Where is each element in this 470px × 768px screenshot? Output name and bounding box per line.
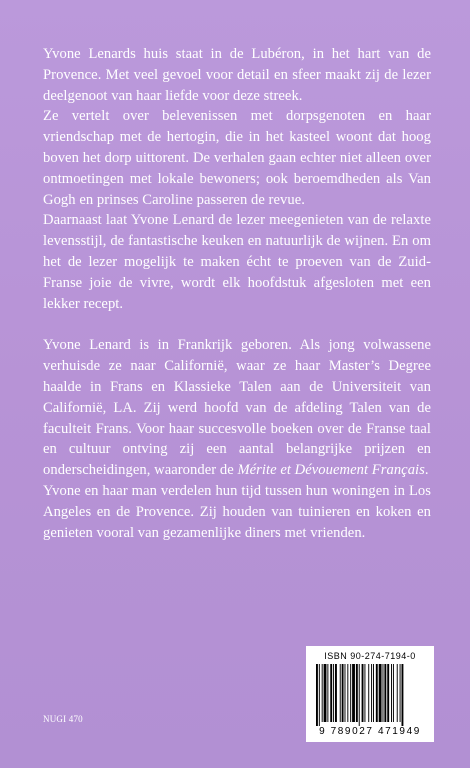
barcode-bar bbox=[324, 664, 327, 722]
barcode-bar bbox=[316, 664, 318, 726]
barcode-bar bbox=[387, 664, 389, 722]
barcode-bar bbox=[373, 664, 374, 722]
barcode-bar bbox=[400, 664, 401, 722]
ean-digits: 9 789027 471949 bbox=[319, 726, 421, 737]
paragraph-lifestyle: Daarnaast laat Yvone Lenard de lezer meegenieten van de relaxte levensstijl, de fantastische keuken en natuurlijk de wijnen. En om het de lezer mogelijk te maken écht te proeven van de Zuid-Franse joie de vivre, wordt elk hoofdstuk afgesloten met een lekker recept. bbox=[43, 212, 431, 312]
award-suffix: . bbox=[424, 462, 429, 479]
barcode-bar bbox=[335, 664, 337, 722]
biography-text: Yvone Lenard is in Frankrijk geboren. Als jong volwassene verhuisde ze naar Californië, waar ze haar Master’s Degree haalde in Frans en Klassieke Talen aan de Universiteit van Californië, LA. Zij werd hoofd van de afdeling Talen van de faculteit Frans. Voor haar succesvolle boeken over de Franse taal en cultuur ontving zij een aantal belangrijke prijzen en onderscheidingen, waaronder de bbox=[43, 337, 431, 479]
barcode-bar bbox=[342, 664, 344, 722]
barcode-bar bbox=[402, 664, 404, 726]
isbn-number: ISBN 90-274-7194-0 bbox=[324, 651, 416, 661]
paragraph-biography bbox=[43, 335, 431, 481]
barcode-bar bbox=[350, 664, 351, 722]
barcode-bar bbox=[319, 664, 320, 726]
barcode-bar bbox=[347, 664, 348, 722]
barcode-bar bbox=[397, 664, 398, 722]
barcode-bar bbox=[393, 664, 394, 722]
barcode-bar bbox=[368, 664, 369, 722]
nugi-code: NUGI 470 bbox=[43, 714, 83, 724]
barcode-label bbox=[306, 646, 434, 742]
paragraph-gap bbox=[43, 314, 431, 335]
barcode-bar bbox=[383, 664, 384, 722]
barcode-bar bbox=[352, 664, 355, 722]
barcode-bar bbox=[371, 664, 372, 722]
paragraph-residence: Yvone en haar man verdelen hun tijd tussen hun woningen in Los Angeles en de Provence. Zij houden van tuinieren en koken en genieten vooral van gezamenlijke diners met vrienden. bbox=[43, 482, 431, 541]
cover-text bbox=[43, 44, 431, 543]
barcode-bar bbox=[391, 664, 392, 722]
barcode-bar bbox=[379, 664, 382, 722]
barcode-bar bbox=[330, 664, 332, 722]
barcode-bar bbox=[364, 664, 365, 722]
barcode-bar bbox=[333, 664, 334, 722]
barcode-bar bbox=[327, 664, 328, 722]
barcode-bar bbox=[376, 664, 378, 722]
award-name: Mérite et Dévouement Français bbox=[237, 462, 425, 479]
barcode-bar bbox=[322, 664, 323, 722]
paragraph-intro: Yvone Lenards huis staat in de Lubéron, in het hart van de Provence. Met veel gevoel voor detail en sfeer maakt zij de lezer deelgenoot van haar liefde voor deze streek. bbox=[43, 46, 431, 104]
paragraph-friendship: Ze vertelt over belevenissen met dorpsgenoten en haar vriendschap met de hertogin, die in het kasteel woont dat hoog boven het dorp uittorent. De verhalen gaan echter niet alleen over ontmoetingen met lokale bewoners; ook beroemdheden als Van Gogh en prinses Caroline passeren de revue. bbox=[43, 108, 431, 208]
barcode-bar bbox=[345, 664, 346, 722]
barcode-icon bbox=[316, 664, 424, 726]
barcode-bar bbox=[384, 664, 386, 722]
barcode-bar bbox=[359, 664, 360, 726]
barcode-bar bbox=[356, 664, 358, 722]
barcode-bar bbox=[340, 664, 341, 722]
barcode-bar bbox=[362, 664, 364, 722]
